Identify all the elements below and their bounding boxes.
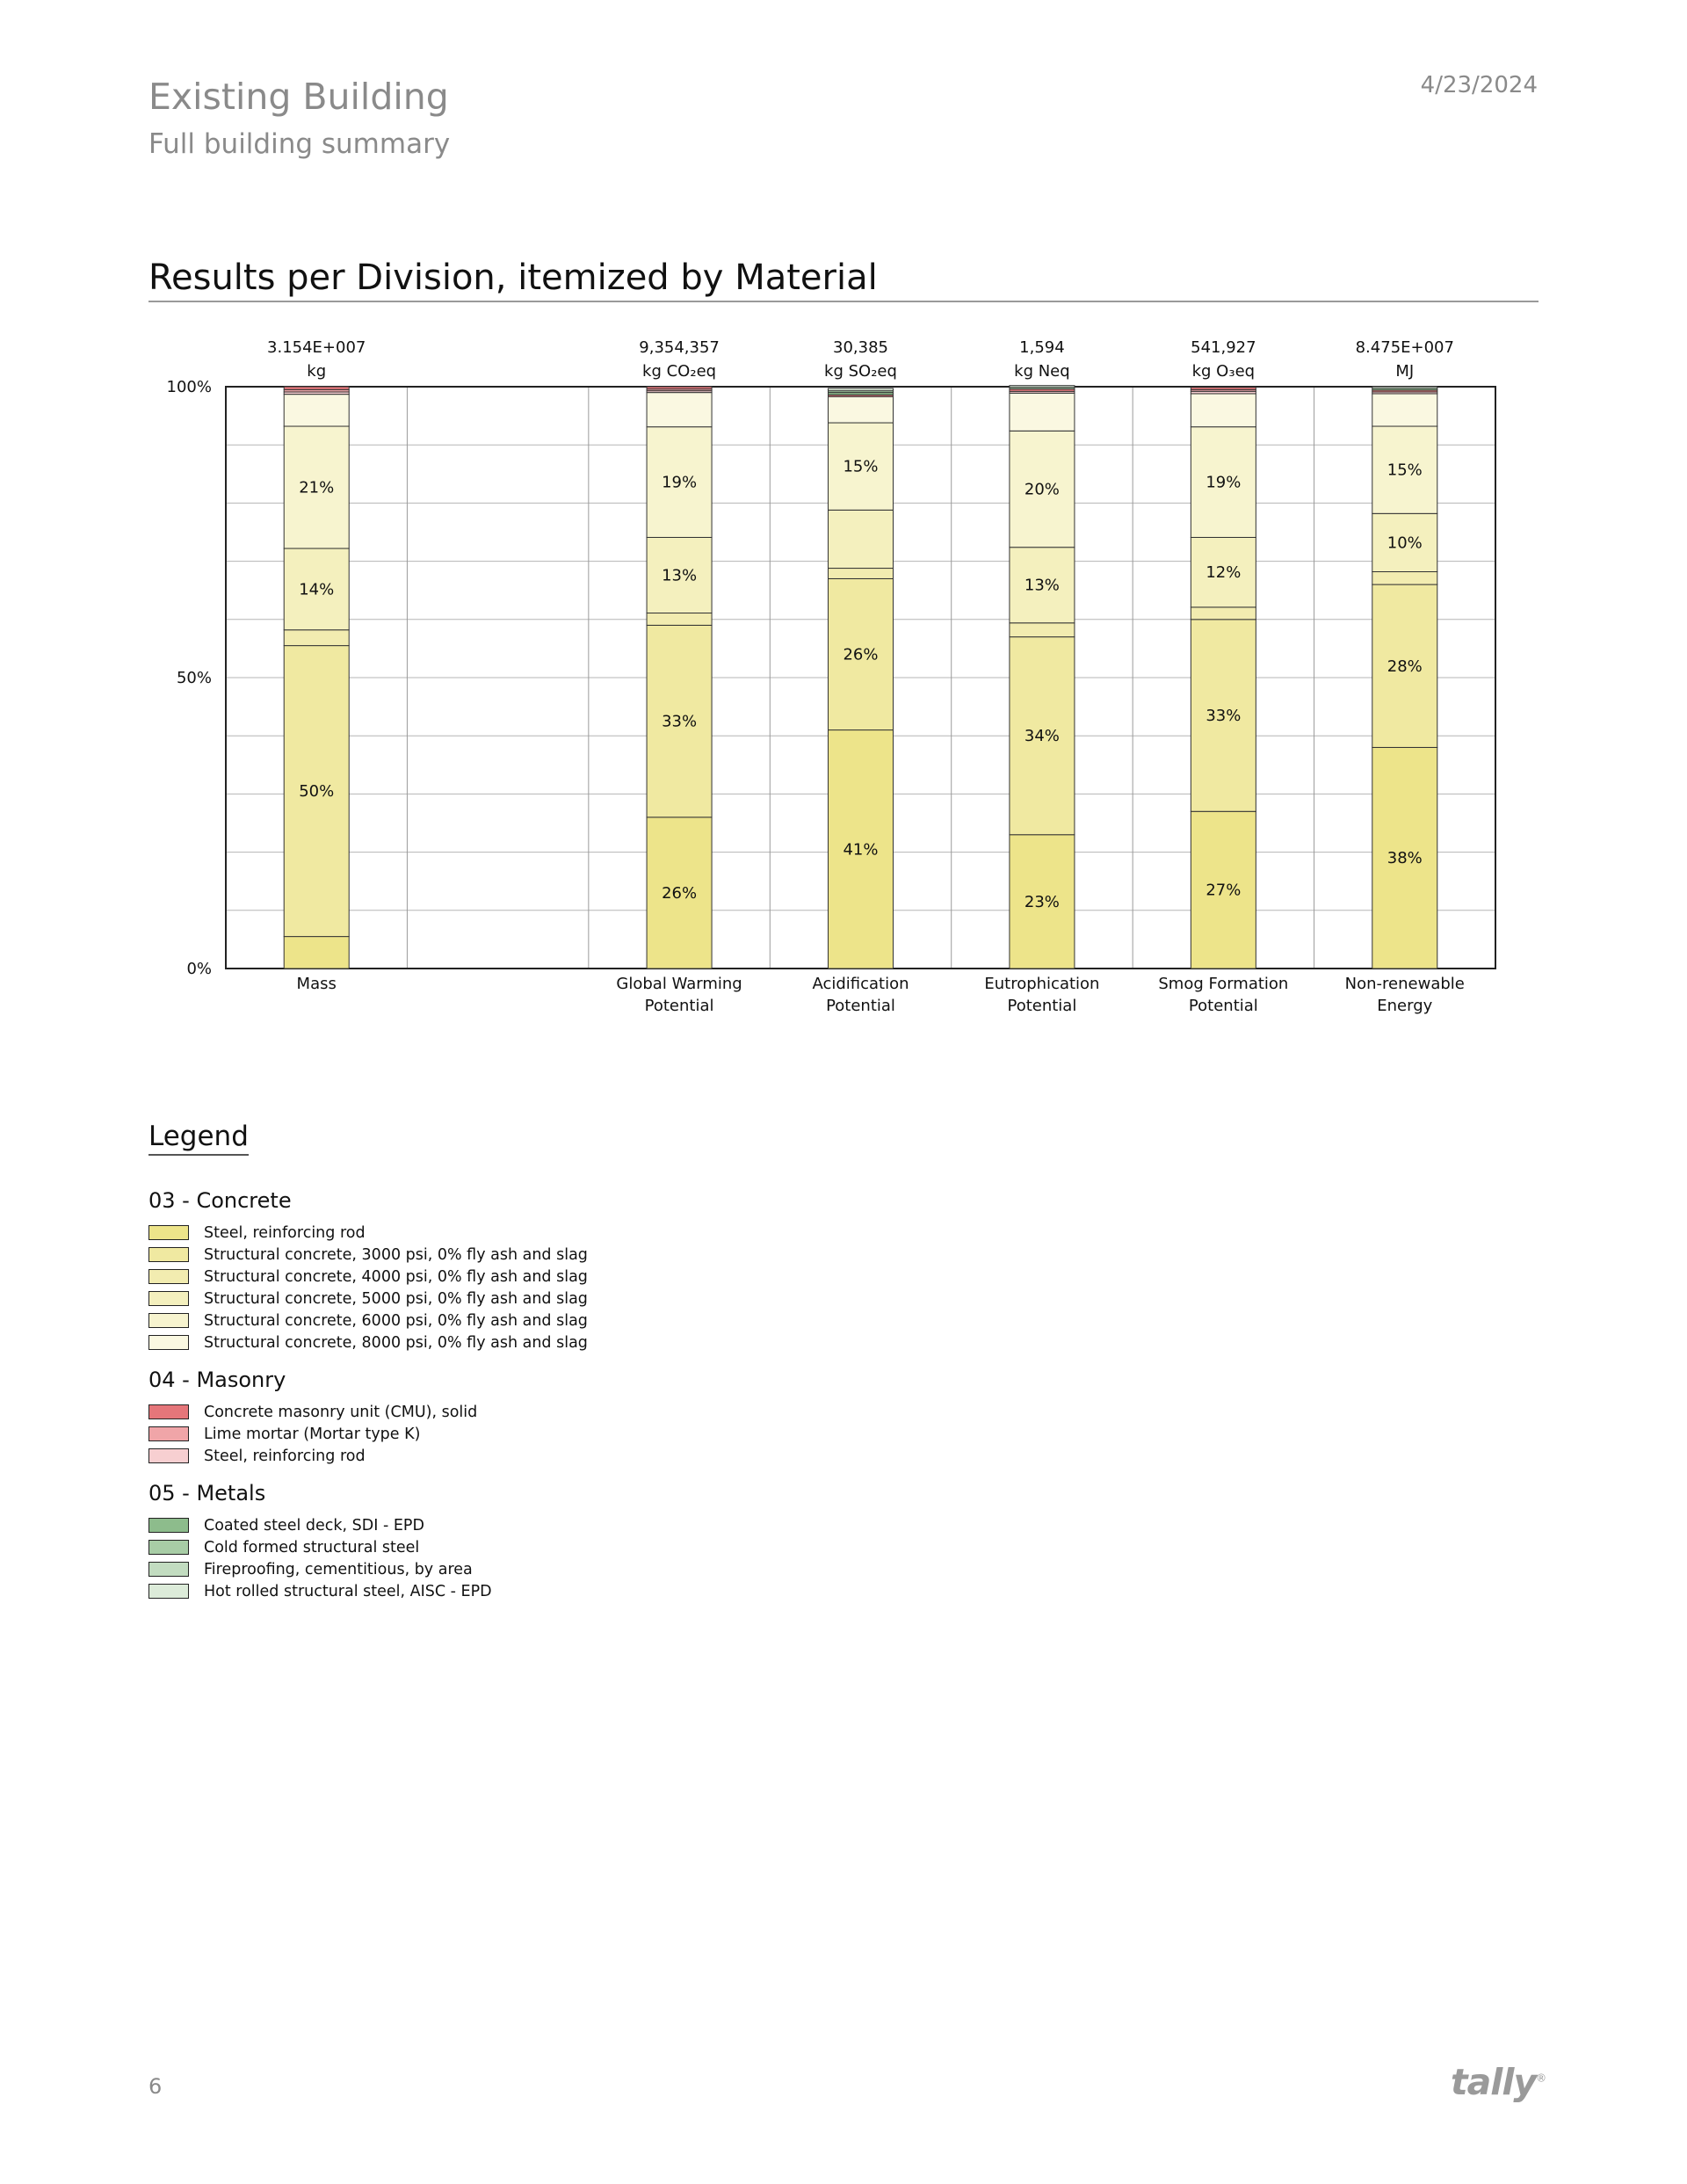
segment-percent-label: 26% (843, 645, 879, 664)
legend-item (148, 1558, 939, 1580)
bar-segment (1010, 386, 1075, 388)
bar-segment (1372, 572, 1437, 585)
page-number: 6 (148, 2074, 163, 2099)
segment-percent-label: 10% (1387, 533, 1423, 553)
legend-item-label: Hot rolled structural steel, AISC - EPD (204, 1582, 492, 1600)
legend-item (148, 1331, 939, 1353)
column-unit-label: kg (307, 362, 327, 381)
segment-percent-label: 23% (1024, 892, 1060, 911)
column-total-label: 3.154E+007 (267, 338, 366, 357)
segment-percent-label: 28% (1387, 657, 1423, 676)
legend-item-label: Fireproofing, cementitious, by area (204, 1560, 473, 1578)
x-category-label: Potential (826, 997, 895, 1015)
legend-swatch (148, 1247, 189, 1262)
segment-percent-label: 38% (1387, 849, 1423, 868)
segment-percent-label: 33% (1206, 707, 1242, 726)
legend-item-label: Steel, reinforcing rod (204, 1447, 366, 1465)
bar-segment (829, 510, 894, 568)
column-total-label: 1,594 (1019, 338, 1065, 357)
legend-item-label: Structural concrete, 3000 psi, 0% fly ash and slag (204, 1245, 588, 1264)
segment-percent-label: 20% (1024, 480, 1060, 499)
legend-item-label: Structural concrete, 5000 psi, 0% fly ash and slag (204, 1289, 588, 1308)
x-category-label: Potential (644, 997, 714, 1015)
brand-logo: tally® (1451, 2061, 1546, 2103)
legend-group-title: 05 - Metals (148, 1481, 266, 1506)
x-category-label: Potential (1188, 997, 1258, 1015)
legend-swatch (148, 1313, 189, 1328)
legend-item (148, 1536, 939, 1558)
y-tick-label: 0% (186, 960, 212, 978)
legend-item (148, 1423, 939, 1445)
legend-group-title: 03 - Concrete (148, 1188, 292, 1213)
legend-item-label: Structural concrete, 8000 psi, 0% fly ash and slag (204, 1333, 588, 1352)
legend-item-label: Cold formed structural steel (204, 1538, 420, 1556)
bar-segment (829, 569, 894, 579)
bar-segment (284, 630, 349, 646)
segment-percent-label: 33% (662, 712, 698, 731)
segment-percent-label: 12% (1206, 563, 1242, 583)
bar-segment (284, 937, 349, 969)
column-unit-label: kg SO₂eq (824, 362, 897, 381)
legend-swatch (148, 1448, 189, 1463)
bar-segment (284, 395, 349, 426)
segment-percent-label: 15% (843, 457, 879, 476)
x-category-label: Acidification (812, 975, 909, 993)
x-category-label: Potential (1007, 997, 1077, 1015)
legend-swatch (148, 1404, 189, 1419)
x-category-label: Smog Formation (1158, 975, 1289, 993)
bar-segment (284, 387, 349, 389)
legend-swatch (148, 1291, 189, 1306)
column-total-label: 9,354,357 (639, 338, 720, 357)
legend-swatch (148, 1426, 189, 1441)
bar-segment (1191, 607, 1256, 620)
legend-group (148, 1368, 939, 1467)
x-category-label: Energy (1377, 997, 1433, 1015)
segment-percent-label: 27% (1206, 881, 1242, 900)
legend-item (148, 1310, 939, 1331)
bar-segment (829, 396, 894, 423)
legend-item-label: Lime mortar (Mortar type K) (204, 1425, 421, 1443)
bar-segment (1372, 394, 1437, 426)
legend-item (148, 1222, 939, 1244)
bar-segment (1010, 623, 1075, 637)
segment-percent-label: 13% (662, 566, 698, 585)
legend-title: Legend (148, 1121, 249, 1156)
report-date: 4/23/2024 (1420, 72, 1538, 98)
segment-percent-label: 19% (1206, 473, 1242, 492)
legend-item-label: Steel, reinforcing rod (204, 1223, 366, 1242)
segment-percent-label: 13% (1024, 576, 1060, 595)
column-unit-label: kg O₃eq (1191, 362, 1256, 381)
segment-percent-label: 26% (662, 883, 698, 903)
section-title: Results per Division, itemized by Material (148, 258, 878, 298)
legend-item-label: Structural concrete, 4000 psi, 0% fly ash and slag (204, 1267, 588, 1286)
legend-item (148, 1445, 939, 1467)
column-unit-label: MJ (1395, 362, 1415, 381)
bar-segment (647, 613, 712, 626)
bar-segment (647, 393, 712, 427)
legend-item-label: Coated steel deck, SDI - EPD (204, 1516, 424, 1535)
column-total-label: 30,385 (833, 338, 888, 357)
x-category-label: Non-renewable (1344, 975, 1465, 993)
bar-segment (1191, 394, 1256, 427)
segment-percent-label: 50% (299, 782, 335, 802)
legend-item (148, 1266, 939, 1288)
legend-item-label: Structural concrete, 6000 psi, 0% fly ash and slag (204, 1311, 588, 1330)
column-unit-label: kg CO₂eq (642, 362, 717, 381)
segment-percent-label: 14% (299, 580, 335, 599)
y-tick-label: 50% (176, 669, 212, 687)
segment-percent-label: 34% (1024, 727, 1060, 746)
x-category-label: Mass (296, 975, 337, 993)
segment-percent-label: 19% (662, 473, 698, 492)
bar-segment (647, 387, 712, 389)
report-subtitle: Full building summary (148, 128, 451, 160)
legend-swatch (148, 1518, 189, 1533)
segment-percent-label: 15% (1387, 461, 1423, 480)
x-category-label: Global Warming (616, 975, 742, 993)
legend-swatch (148, 1225, 189, 1240)
legend-swatch (148, 1269, 189, 1284)
segment-percent-label: 41% (843, 840, 879, 860)
bar-segment (829, 388, 894, 391)
legend-item (148, 1244, 939, 1266)
bar-segment (1372, 387, 1437, 388)
legend-swatch (148, 1540, 189, 1555)
legend-swatch (148, 1584, 189, 1599)
legend-item (148, 1580, 939, 1602)
report-title: Existing Building (148, 76, 449, 118)
segment-percent-label: 21% (299, 478, 335, 497)
legend (148, 1188, 939, 1616)
y-tick-label: 100% (166, 378, 212, 396)
x-category-label: Eutrophication (984, 975, 1100, 993)
legend-group (148, 1188, 939, 1353)
column-total-label: 541,927 (1191, 338, 1256, 357)
legend-item (148, 1288, 939, 1310)
legend-item (148, 1514, 939, 1536)
column-total-label: 8.475E+007 (1355, 338, 1454, 357)
legend-group-title: 04 - Masonry (148, 1368, 286, 1392)
bar-segment (1010, 393, 1075, 431)
legend-swatch (148, 1562, 189, 1577)
legend-swatch (148, 1335, 189, 1350)
bar-segment (1191, 388, 1256, 390)
legend-group (148, 1481, 939, 1602)
legend-item (148, 1401, 939, 1423)
column-unit-label: kg Neq (1014, 362, 1070, 381)
legend-item-label: Concrete masonry unit (CMU), solid (204, 1403, 478, 1421)
stacked-bar-chart (0, 0, 1687, 1055)
